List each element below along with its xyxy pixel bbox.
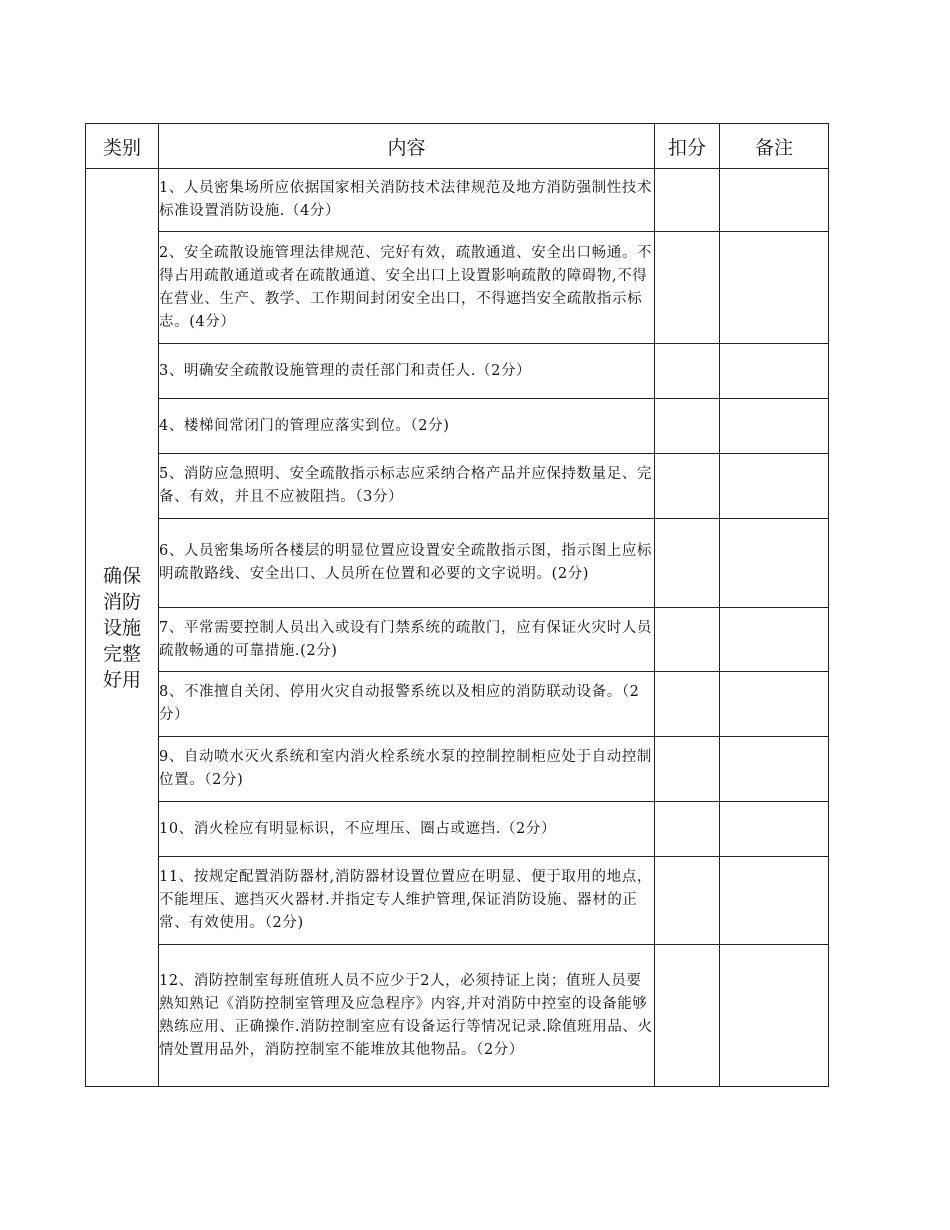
remarks-cell [720, 945, 829, 1087]
item-content: 9、自动喷水灭火系统和室内消火栓系统水泵的控制控制柜应处于自动控制位置。（2分) [159, 737, 655, 802]
remarks-cell [720, 857, 829, 945]
deduction-cell [655, 737, 720, 802]
deduction-cell [655, 857, 720, 945]
item-content: 4、楼梯间常闭门的管理应落实到位。（2分) [159, 399, 655, 454]
deduction-cell [655, 608, 720, 672]
deduction-cell [655, 232, 720, 344]
remarks-cell [720, 802, 829, 857]
deduction-cell [655, 454, 720, 519]
table-row [86, 802, 829, 857]
remarks-cell [720, 608, 829, 672]
table-row [86, 945, 829, 1087]
table-header-row [86, 124, 829, 169]
item-content: 11、按规定配置消防器材,消防器材设置位置应在明显、便于取用的地点，不能埋压、遮挡灭火器材.并指定专人维护管理,保证消防设施、器材的正常、有效使用。（2分) [159, 857, 655, 945]
remarks-cell [720, 232, 829, 344]
item-content: 6、人员密集场所各楼层的明显位置应设置安全疏散指示图，指示图上应标明疏散路线、安全出口、人员所在位置和必要的文字说明。(2分) [159, 519, 655, 608]
deduction-cell [655, 672, 720, 737]
remarks-cell [720, 737, 829, 802]
fire-safety-checklist-table [85, 123, 829, 1087]
item-content: 5、消防应急照明、安全疏散指示标志应采纳合格产品并应保持数量足、完备、有效，并且不应被阻挡。（3分） [159, 454, 655, 519]
deduction-cell [655, 344, 720, 399]
table-row [86, 344, 829, 399]
category-cell [86, 169, 159, 1087]
table-row [86, 672, 829, 737]
item-content: 1、人员密集场所应依据国家相关消防技术法律规范及地方消防强制性技术标准设置消防设施.（4分） [159, 169, 655, 232]
deduction-cell [655, 802, 720, 857]
table-row [86, 232, 829, 344]
item-content: 10、消火栓应有明显标识，不应埋压、圈占或遮挡.（2分） [159, 802, 655, 857]
header-content: 内容 [159, 124, 655, 169]
deduction-cell [655, 399, 720, 454]
item-content: 12、消防控制室每班值班人员不应少于2人，必须持证上岗；值班人员要熟知熟记《消防控制室管理及应急程序》内容,并对消防中控室的设备能够熟练应用、正确操作.消防控制室应有设备运行等情况记录.除值班用品、火情处置用品外，消防控制室不能堆放其他物品。（2分） [159, 945, 655, 1087]
item-content: 2、安全疏散设施管理法律规范、完好有效，疏散通道、安全出口畅通。不得占用疏散通道或者在疏散通道、安全出口上设置影响疏散的障碍物,不得在营业、生产、教学、工作期间封闭安全出口，不得遮挡安全疏散指示标志。(4分） [159, 232, 655, 344]
item-content: 3、明确安全疏散设施管理的责任部门和责任人.（2分） [159, 344, 655, 399]
remarks-cell [720, 454, 829, 519]
deduction-cell [655, 945, 720, 1087]
table-row [86, 169, 829, 232]
table-row [86, 454, 829, 519]
table-row [86, 519, 829, 608]
deduction-cell [655, 169, 720, 232]
header-remarks: 备注 [720, 124, 829, 169]
deduction-cell [655, 519, 720, 608]
remarks-cell [720, 519, 829, 608]
table-row [86, 399, 829, 454]
remarks-cell [720, 344, 829, 399]
remarks-cell [720, 672, 829, 737]
item-content: 8、不准擅自关闭、停用火灾自动报警系统以及相应的消防联动设备。（2分） [159, 672, 655, 737]
category-label: 确保消防设施完整好用 [102, 564, 141, 691]
header-category: 类别 [86, 124, 159, 169]
table-row [86, 608, 829, 672]
item-content: 7、平常需要控制人员出入或设有门禁系统的疏散门，应有保证火灾时人员疏散畅通的可靠措施.(2分) [159, 608, 655, 672]
remarks-cell [720, 169, 829, 232]
table-row [86, 737, 829, 802]
header-deduction: 扣分 [655, 124, 720, 169]
remarks-cell [720, 399, 829, 454]
table-row [86, 857, 829, 945]
